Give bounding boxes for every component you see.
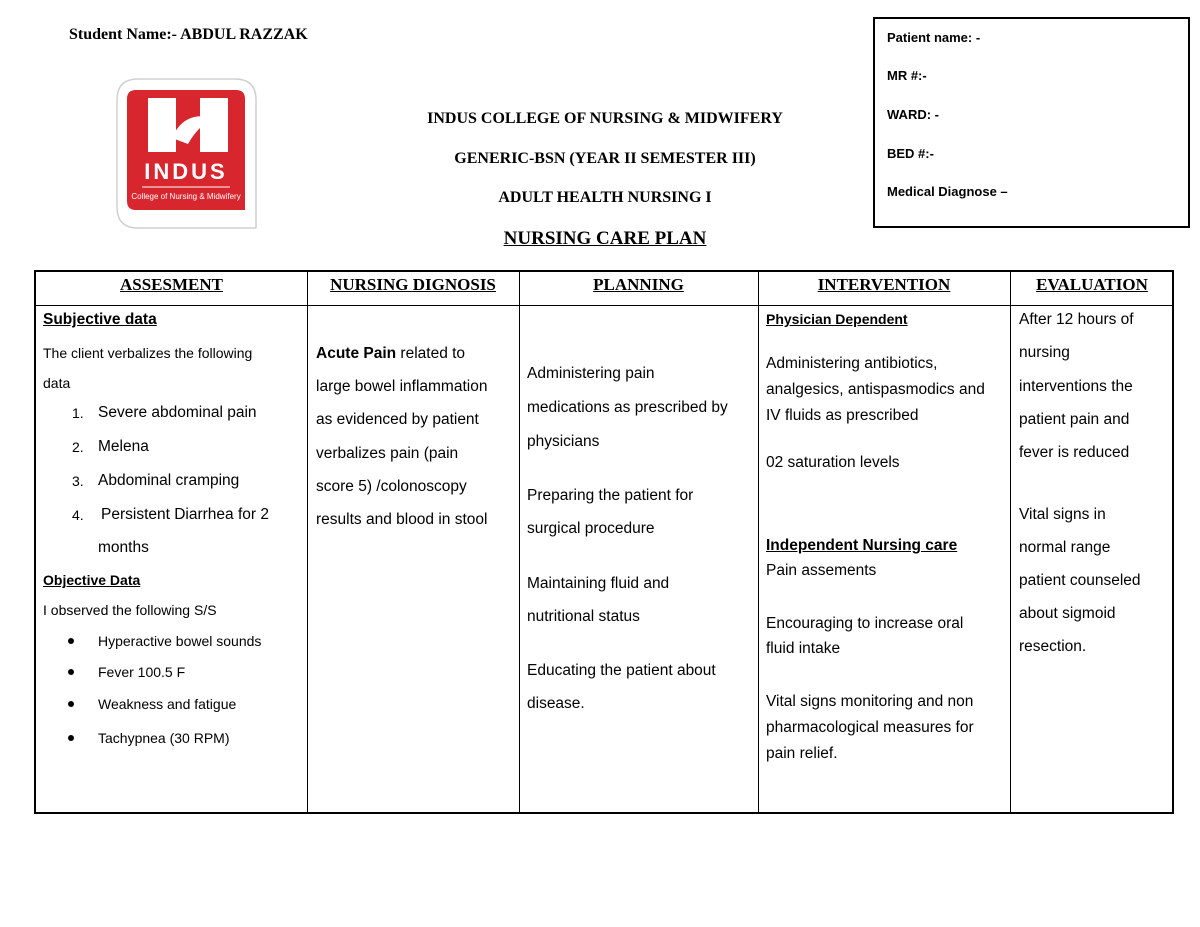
subjective-intro: The client verbalizes the following xyxy=(43,345,253,361)
evaluation-line: nursing xyxy=(1019,344,1070,361)
header-nursing-diagnosis: NURSING DIGNOSIS xyxy=(330,275,496,294)
diagnosis-line: large bowel inflammation xyxy=(316,378,488,395)
header-evaluation: EVALUATION xyxy=(1036,275,1148,294)
evaluation-line: patient pain and xyxy=(1019,411,1130,428)
symptom-item: Severe abdominal pain xyxy=(98,404,257,421)
intervention-line: 02 saturation levels xyxy=(766,454,900,471)
diagnosis-line xyxy=(316,344,465,364)
sign-item: Fever 100.5 F xyxy=(98,664,186,680)
patient-name-field: Patient name: - xyxy=(887,30,981,45)
sign-item: Tachypnea (30 RPM) xyxy=(98,730,230,746)
bullet-icon xyxy=(68,701,74,707)
item-number: 4. xyxy=(72,507,84,523)
page-title: NURSING CARE PLAN xyxy=(503,228,707,249)
symptom-item: Persistent Diarrhea for 2 xyxy=(101,506,269,523)
planning-line: Maintaining fluid and xyxy=(527,575,670,592)
diagnosis-lead-rest: related to xyxy=(396,345,466,362)
header-intervention: INTERVENTION xyxy=(817,275,951,294)
planning-line: medications as prescribed by xyxy=(527,399,728,416)
intervention-line: Administering antibiotics, xyxy=(766,355,938,372)
medical-diagnosis-field: Medical Diagnose – xyxy=(887,184,1008,199)
bullet-icon xyxy=(68,669,74,675)
symptom-item: Abdominal cramping xyxy=(98,472,240,489)
intervention-line: IV fluids as prescribed xyxy=(766,407,919,424)
evaluation-line: normal range xyxy=(1019,539,1111,556)
bullet-icon xyxy=(68,735,74,741)
item-number: 2. xyxy=(72,439,84,455)
item-number: 1. xyxy=(72,405,84,421)
objective-data-heading: Objective Data xyxy=(43,572,141,588)
evaluation-line: resection. xyxy=(1019,638,1087,655)
diagnosis-lead: Acute Pain xyxy=(316,345,397,362)
bed-number-field: BED #:- xyxy=(887,146,934,161)
logo-tagline: College of Nursing & Midwifery xyxy=(131,192,241,201)
indus-logo xyxy=(114,76,259,231)
item-number: 3. xyxy=(72,473,84,489)
diagnosis-line: results and blood in stool xyxy=(316,511,488,528)
diagnosis-line: score 5) /colonoscopy xyxy=(316,478,467,495)
planning-line: Administering pain xyxy=(527,365,655,382)
intervention-line: pharmacological measures for xyxy=(766,719,974,736)
symptom-item-cont: months xyxy=(98,539,149,556)
physician-dependent-heading: Physician Dependent xyxy=(766,311,908,327)
evaluation-line: about sigmoid xyxy=(1019,605,1116,622)
intervention-line: Pain assements xyxy=(766,562,877,579)
planning-line: disease. xyxy=(527,695,585,712)
header-planning: PLANNING xyxy=(593,275,684,294)
symptom-item: Melena xyxy=(98,438,149,455)
logo-wordmark: INDUS xyxy=(144,159,228,184)
evaluation-line: patient counseled xyxy=(1019,572,1141,589)
planning-line: Preparing the patient for xyxy=(527,487,694,504)
diagnosis-line: as evidenced by patient xyxy=(316,411,479,428)
evaluation-line: fever is reduced xyxy=(1019,444,1130,461)
diagnosis-line: verbalizes pain (pain xyxy=(316,445,459,462)
sign-item: Hyperactive bowel sounds xyxy=(98,633,262,649)
planning-line: nutritional status xyxy=(527,608,640,625)
planning-line: physicians xyxy=(527,433,600,450)
evaluation-line: interventions the xyxy=(1019,378,1133,395)
header-assessment: ASSESMENT xyxy=(120,275,223,294)
intervention-line: Vital signs monitoring and non xyxy=(766,693,974,710)
bullet-icon xyxy=(68,638,74,644)
evaluation-line: Vital signs in xyxy=(1019,506,1106,523)
planning-line: Educating the patient about xyxy=(527,662,716,679)
independent-care-heading: Independent Nursing care xyxy=(766,537,958,554)
subjective-data-heading: Subjective data xyxy=(43,311,157,328)
course-name: ADULT HEALTH NURSING I xyxy=(498,189,712,206)
objective-intro: I observed the following S/S xyxy=(43,602,217,618)
college-name: INDUS COLLEGE OF NURSING & MIDWIFERY xyxy=(427,110,783,127)
intervention-line: pain relief. xyxy=(766,745,838,762)
mr-number-field: MR #:- xyxy=(887,68,927,83)
student-name: Student Name:- ABDUL RAZZAK xyxy=(69,26,308,43)
intervention-line: Encouraging to increase oral xyxy=(766,615,964,632)
patient-info-box xyxy=(873,17,1190,228)
care-plan-table xyxy=(34,270,1174,814)
intervention-line: analgesics, antispasmodics and xyxy=(766,381,985,398)
evaluation-line: After 12 hours of xyxy=(1019,311,1134,328)
sign-item: Weakness and fatigue xyxy=(98,696,237,712)
program-name: GENERIC-BSN (YEAR II SEMESTER III) xyxy=(454,150,756,167)
subjective-intro-cont: data xyxy=(43,375,71,391)
intervention-line: fluid intake xyxy=(766,640,841,657)
ward-field: WARD: - xyxy=(887,107,939,122)
planning-line: surgical procedure xyxy=(527,520,655,537)
